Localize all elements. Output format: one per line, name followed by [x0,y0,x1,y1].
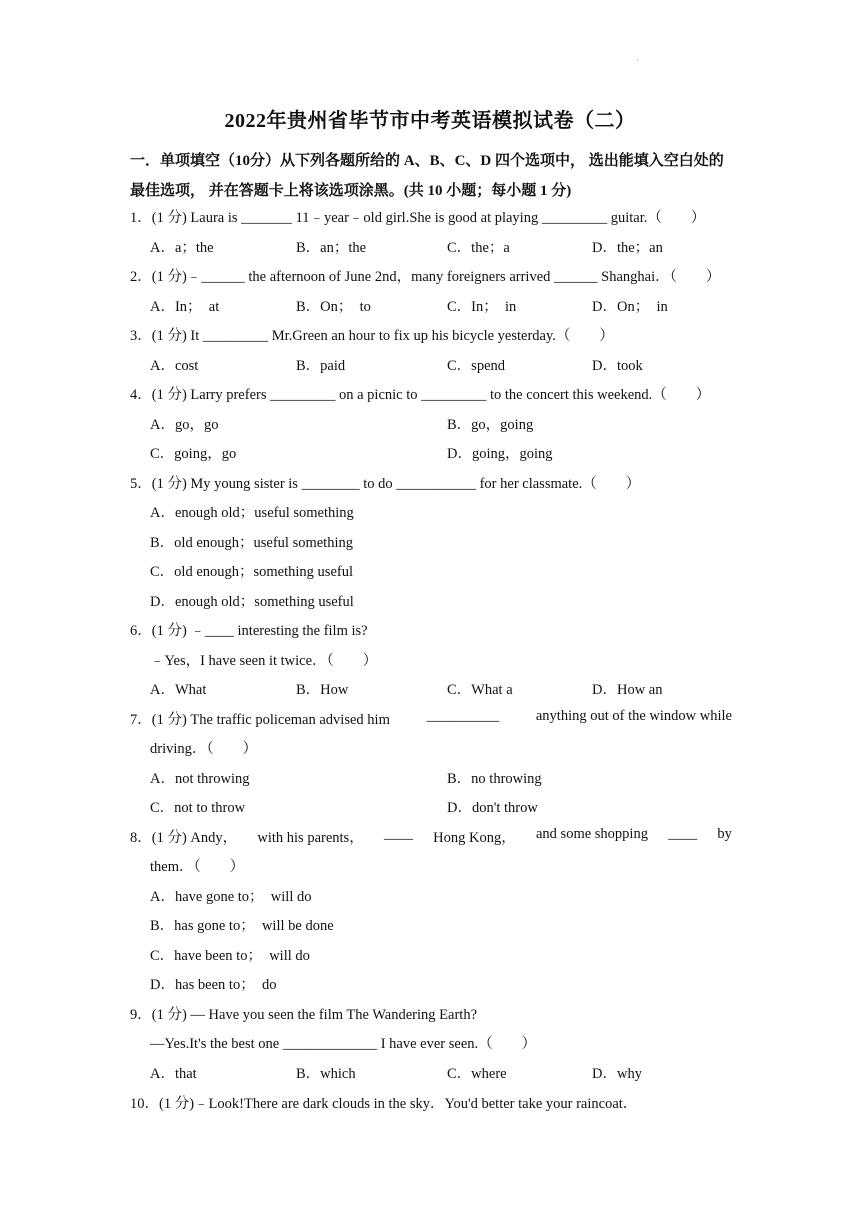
q9-option-c[interactable]: C．where [447,1066,507,1082]
q8-part-7: by [717,826,732,842]
page-mark: · [636,56,640,67]
q5-option-a[interactable]: A．enough old；useful something [150,505,354,521]
question-8-stem [130,826,732,847]
q6-option-b[interactable]: B．How [296,682,349,698]
question-7-stem-cont: driving．（ ） [150,741,258,757]
question-10-stem: 10．(1 分)﹣Look!There are dark clouds in the sky．You'd better take your raincoat． [130,1096,638,1112]
q7-option-d[interactable]: D．don't throw [447,800,538,816]
question-2-stem: 2．(1 分)﹣______ the afternoon of June 2nd，many foreigners arrived ______ Shanghai．（ ） [130,269,721,285]
page-title: 2022年贵州省毕节市中考英语模拟试卷（二） [224,110,636,132]
question-5-stem: 5．(1 分) My young sister is ________ to do ___________ for her classmate.（ ） [130,476,641,492]
q2-option-b[interactable]: B．On； to [296,299,371,315]
q1-option-a[interactable]: A．a；the [150,240,214,256]
q7-stem-part-3: anything out of the window while [535,708,732,724]
question-8-stem-cont: them．（ ） [150,859,245,875]
question-9-stem: 9．(1 分) — Have you seen the film The Wandering Earth? [130,1007,478,1023]
q1-option-b[interactable]: B．an；the [296,240,367,256]
q1-option-c[interactable]: C．the；a [447,240,510,256]
q8-part-2: with his parents， [257,830,364,846]
question-7-stem [130,708,732,729]
q3-option-b[interactable]: B．paid [296,358,346,374]
q8-part-5: and some shopping [535,826,648,842]
q4-option-a[interactable]: A．go，go [150,417,219,433]
q4-option-d[interactable]: D．going，going [447,446,553,462]
q1-option-d[interactable]: D．the；an [592,240,663,256]
q8-part-1: 8．(1 分) Andy， [130,830,238,846]
q7-stem-part-1: 7．(1 分) The traffic policeman advised him [130,712,390,728]
q7-option-b[interactable]: B．no throwing [447,771,542,787]
q8-option-b[interactable]: B．has gone to； will be done [150,918,334,934]
q3-option-d[interactable]: D．took [592,358,643,374]
question-6-reply: ﹣Yes，I have seen it twice．（ ） [150,653,378,669]
question-1-stem: 1．(1 分) Laura is _______ 11﹣year﹣old girl.She is good at playing _________ guitar.（ ） [130,210,706,226]
q9-option-b[interactable]: B．which [296,1066,356,1082]
q8-option-a[interactable]: A．have gone to； will do [150,889,312,905]
q6-option-a[interactable]: A．What [150,682,207,698]
question-3-stem: 3．(1 分) It _________ Mr.Green an hour to fix up his bicycle yesterday.（ ） [130,328,614,344]
q8-blank-2: ____ [668,826,698,842]
question-9-reply: —Yes.It's the best one _____________ I have ever seen.（ ） [150,1036,537,1052]
q2-option-d[interactable]: D．On； in [592,299,668,315]
question-6-stem: 6．(1 分) ﹣____ interesting the film is? [130,623,368,639]
q5-option-c[interactable]: C．old enough；something useful [150,564,353,580]
q8-part-4: Hong Kong， [433,830,516,846]
q7-blank: __________ [426,708,500,724]
q2-option-a[interactable]: A．In； at [150,299,220,315]
q6-option-c[interactable]: C．What a [447,682,513,698]
q7-option-c[interactable]: C．not to throw [150,800,246,816]
question-4-stem: 4．(1 分) Larry prefers _________ on a picnic to _________ to the concert this weekend.（ ） [130,387,711,403]
q5-option-b[interactable]: B．old enough；useful something [150,535,353,551]
q9-option-a[interactable]: A．that [150,1066,197,1082]
q2-option-c[interactable]: C．In； in [447,299,517,315]
q8-blank-1: ____ [383,826,413,842]
q9-option-d[interactable]: D．why [592,1066,642,1082]
q3-option-c[interactable]: C．spend [447,358,505,374]
q7-option-a[interactable]: A．not throwing [150,771,250,787]
q5-option-d[interactable]: D．enough old；something useful [150,594,354,610]
q8-option-c[interactable]: C．have been to； will do [150,948,310,964]
q6-option-d[interactable]: D．How an [592,682,663,698]
q4-option-b[interactable]: B．go，going [447,417,534,433]
section-instructions: 一．单项填空（10分）从下列各题所给的 A、B、C、D 四个选项中， 选出能填入空白处的最佳选项， 并在答题卡上将该选项涂黑。(共 10 小题；每小题 1 分) [130,153,724,199]
q3-option-a[interactable]: A．cost [150,358,199,374]
q8-option-d[interactable]: D．has been to； do [150,977,277,993]
q4-option-c[interactable]: C．going，go [150,446,237,462]
